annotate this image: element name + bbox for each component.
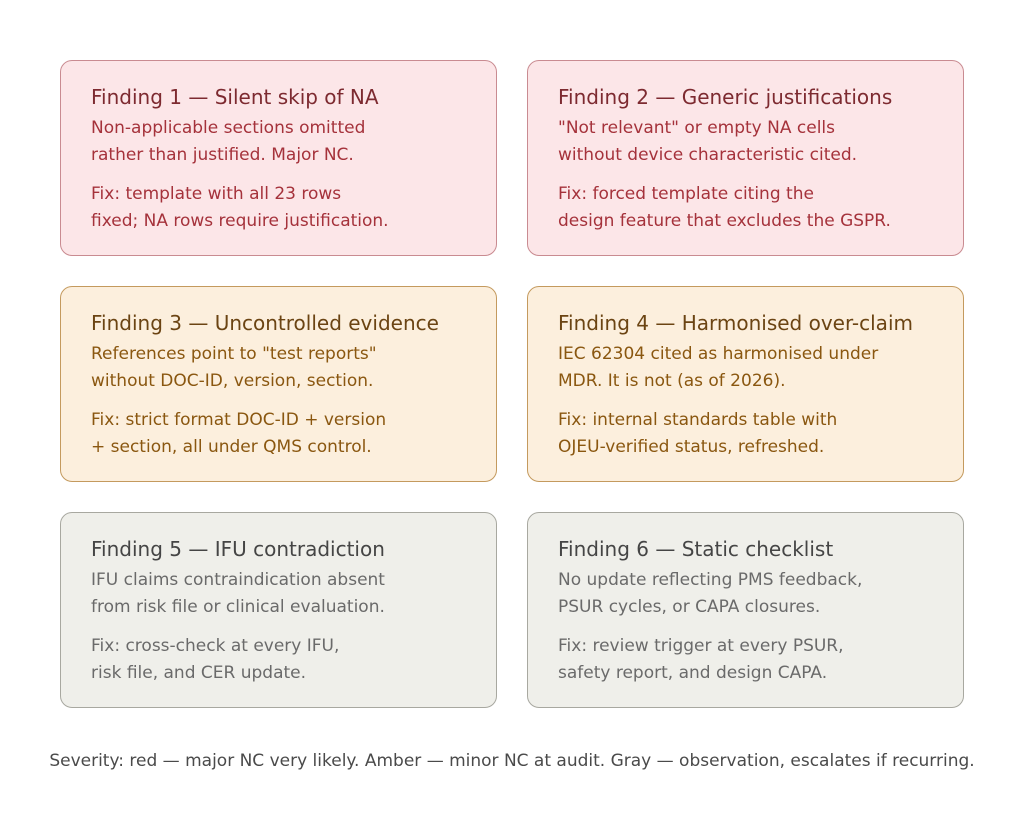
finding-description: IEC 62304 cited as harmonised under MDR. It is not (as of 2026). xyxy=(558,344,879,391)
finding-description: Non-applicable sections omitted rather than justified. Major NC. xyxy=(91,118,366,165)
finding-title: Finding 3 — Uncontrolled evidence xyxy=(91,311,439,335)
finding-title: Finding 4 — Harmonised over-claim xyxy=(558,311,913,335)
finding-card-5 xyxy=(60,512,497,708)
finding-fix: Fix: forced template citing the design feature that excludes the GSPR. xyxy=(558,184,891,231)
finding-card-4 xyxy=(527,286,964,482)
finding-fix: Fix: review trigger at every PSUR, safety report, and design CAPA. xyxy=(558,636,844,683)
finding-fix: Fix: cross-check at every IFU, risk file, and CER update. xyxy=(91,636,340,683)
finding-description: "Not relevant" or empty NA cells without device characteristic cited. xyxy=(558,118,858,165)
finding-description: References point to "test reports" without DOC-ID, version, section. xyxy=(91,344,377,391)
finding-title: Finding 1 — Silent skip of NA xyxy=(91,85,379,109)
finding-card-2 xyxy=(527,60,964,256)
finding-fix: Fix: template with all 23 rows fixed; NA rows require justification. xyxy=(91,184,389,231)
finding-title: Finding 2 — Generic justifications xyxy=(558,85,893,109)
finding-title: Finding 6 — Static checklist xyxy=(558,537,834,561)
finding-card-6 xyxy=(527,512,964,708)
finding-title: Finding 5 — IFU contradiction xyxy=(91,537,385,561)
finding-card-3 xyxy=(60,286,497,482)
finding-card-1 xyxy=(60,60,497,256)
severity-legend: Severity: red — major NC very likely. Amber — minor NC at audit. Gray — observation, escalates if recurring. xyxy=(49,751,975,771)
finding-fix: Fix: internal standards table with OJEU-verified status, refreshed. xyxy=(558,410,838,457)
finding-description: No update reflecting PMS feedback, PSUR cycles, or CAPA closures. xyxy=(558,570,863,617)
finding-fix: Fix: strict format DOC-ID + version + section, all under QMS control. xyxy=(91,410,387,457)
finding-description: IFU claims contraindication absent from risk file or clinical evaluation. xyxy=(91,570,385,617)
